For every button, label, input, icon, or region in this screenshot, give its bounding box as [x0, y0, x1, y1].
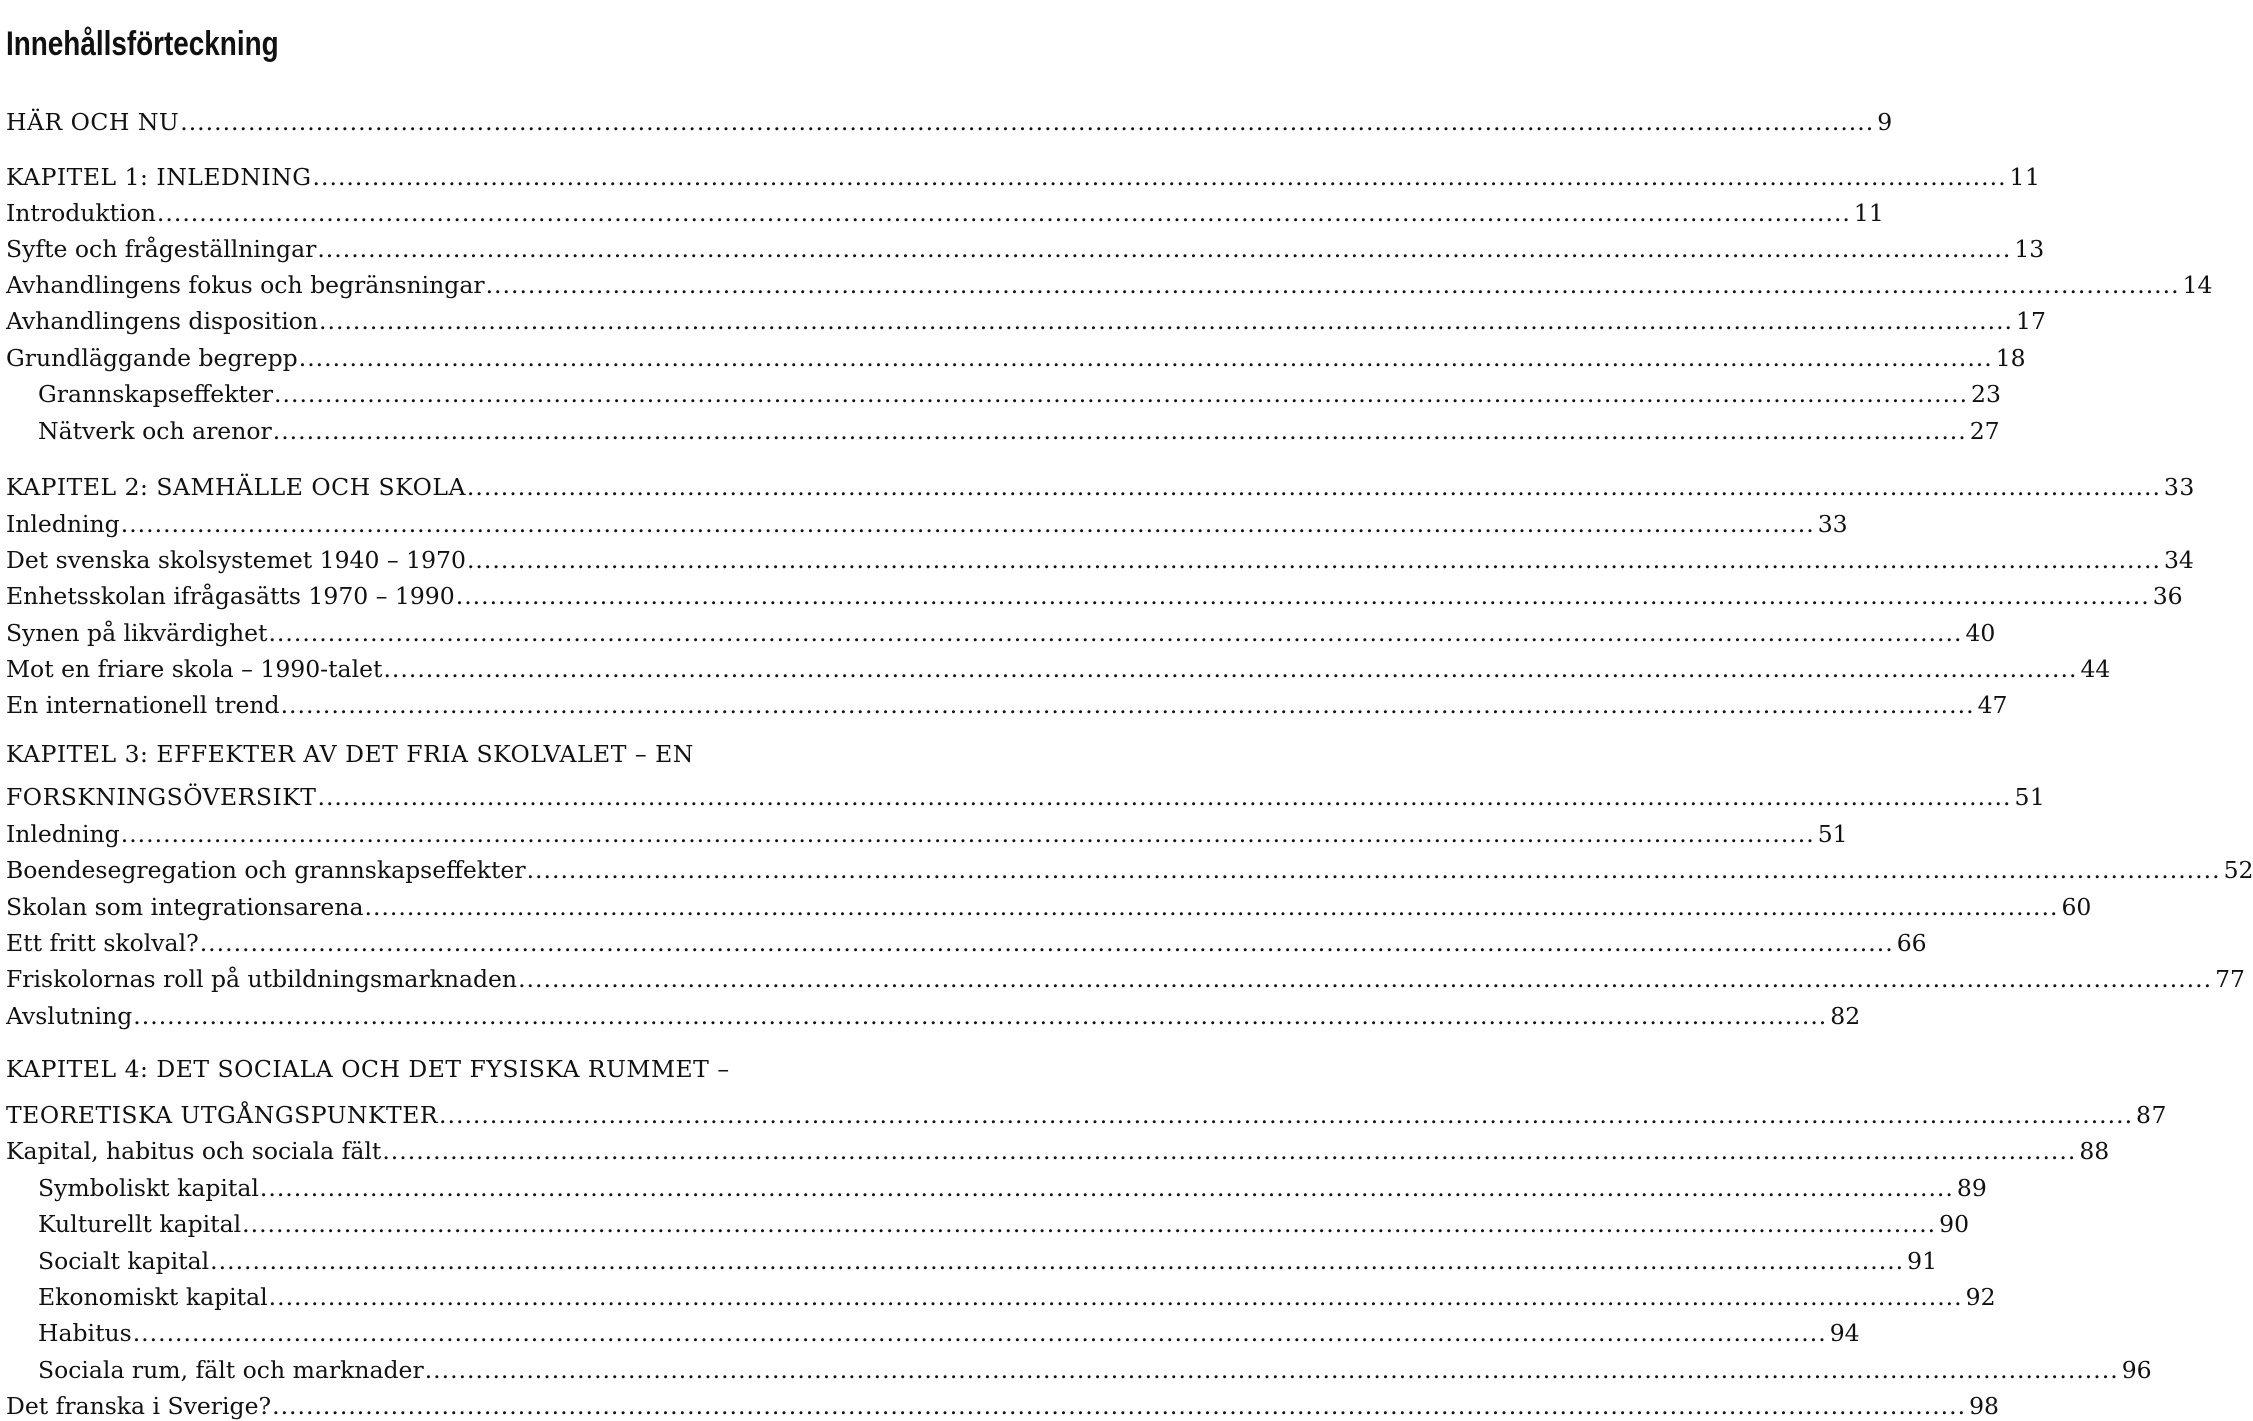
toc-section-entry	[0, 812, 1848, 848]
dot-leader: ........................................................................................................................................................................................................	[280, 691, 1975, 719]
toc-entry-title: FORSKNINGSÖVERSIKT	[6, 783, 317, 811]
toc-entry-page-number: 82	[1830, 1002, 1861, 1030]
toc-entry-page-number: 33	[1817, 510, 1848, 538]
toc-section-entry	[0, 263, 2213, 299]
toc-entry-title: TEORETISKA UTGÅNGSPUNKTER	[6, 1101, 439, 1129]
toc-entry-page-number: 18	[1995, 344, 2026, 372]
toc-section-entry	[0, 409, 2000, 445]
toc-section-entry	[0, 502, 1848, 538]
toc-entry-page-number: 36	[2152, 582, 2183, 610]
toc-entry-title: Symboliskt kapital	[38, 1174, 259, 1202]
dot-leader: ........................................................................................................................................................................................................	[133, 1002, 1828, 1030]
toc-entry-title: Ekonomiskt kapital	[38, 1283, 268, 1311]
dot-leader: ........................................................................................................................................................................................................	[259, 1174, 1954, 1202]
toc-section-entry	[0, 921, 1927, 957]
toc-entry-title: Inledning	[6, 510, 120, 538]
toc-entry-title: Avslutning	[6, 1002, 133, 1030]
dot-leader: ........................................................................................................................................................................................................	[272, 1392, 1967, 1420]
toc-section-entry	[0, 538, 2194, 574]
toc-entry-title: Sociala rum, fält och marknader	[38, 1356, 424, 1384]
toc-entry-page-number: 40	[1965, 619, 1996, 647]
dot-leader: ........................................................................................................................................................................................................	[312, 163, 2007, 191]
toc-entry-title: Mot en friare skola – 1990-talet	[6, 655, 383, 683]
dot-leader: ........................................................................................................................................................................................................	[382, 1137, 2077, 1165]
toc-entry-page-number: 11	[1853, 199, 1884, 227]
toc-section-entry	[0, 1202, 1970, 1238]
dot-leader: ........................................................................................................................................................................................................	[518, 965, 2213, 993]
toc-entry-title: Ett fritt skolval?	[6, 929, 199, 957]
dot-leader: ........................................................................................................................................................................................................	[156, 199, 1851, 227]
dot-leader: ........................................................................................................................................................................................................	[199, 929, 1894, 957]
dot-leader: ........................................................................................................................................................................................................	[120, 510, 1815, 538]
toc-entry-title: Habitus	[38, 1319, 132, 1347]
toc-chapter-entry	[0, 465, 2195, 501]
toc-entry-title: Introduktion	[6, 199, 156, 227]
toc-entry-page-number: 91	[1907, 1247, 1938, 1275]
toc-entry-page-number: 33	[2163, 473, 2195, 501]
toc-section-entry	[0, 994, 1861, 1030]
toc-entry-page-number: 44	[2080, 655, 2111, 683]
toc-chapter-entry	[0, 155, 2041, 191]
toc-entry-title: Inledning	[6, 820, 120, 848]
dot-leader: ........................................................................................................................................................................................................	[439, 1101, 2134, 1129]
toc-entry-page-number: 94	[1829, 1319, 1860, 1347]
toc-entry-page-number: 90	[1939, 1210, 1970, 1238]
dot-leader: ........................................................................................................................................................................................................	[210, 1247, 1905, 1275]
toc-chapter-entry	[0, 1055, 2167, 1129]
toc-section-entry	[0, 1348, 2152, 1384]
toc-entry-page-number: 47	[1977, 691, 2008, 719]
toc-entry-title: Kapital, habitus och sociala fält	[6, 1137, 382, 1165]
toc-section-entry	[0, 1384, 1999, 1420]
toc-section-entry	[0, 191, 1884, 227]
toc-entry-title: Avhandlingens fokus och begränsningar	[6, 271, 485, 299]
toc-entry-page-number: 11	[2009, 163, 2041, 191]
dot-leader: ........................................................................................................................................................................................................	[317, 235, 2012, 263]
dot-leader: ........................................................................................................................................................................................................	[242, 1210, 1937, 1238]
toc-chapter-entry	[0, 740, 2046, 811]
dot-leader: ........................................................................................................................................................................................................	[268, 619, 1963, 647]
toc-entry-title-line: KAPITEL 3: EFFEKTER AV DET FRIA SKOLVALET – EN	[6, 740, 694, 768]
toc-entry-title: Socialt kapital	[38, 1247, 210, 1275]
toc-section-entry	[0, 336, 2026, 372]
toc-section-entry	[0, 1239, 1938, 1275]
toc-entry-title: Friskolornas roll på utbildningsmarknaden	[6, 965, 518, 993]
toc-section-entry	[0, 683, 2008, 719]
toc-section-entry	[0, 1129, 2110, 1165]
toc-entry-page-number: 92	[1965, 1283, 1996, 1311]
dot-leader: ........................................................................................................................................................................................................	[319, 307, 2014, 335]
dot-leader: ........................................................................................................................................................................................................	[268, 1283, 1963, 1311]
toc-entry-title-line: KAPITEL 4: DET SOCIALA OCH DET FYSISKA RUMMET –	[6, 1055, 730, 1083]
toc-entry-page-number: 89	[1956, 1174, 1987, 1202]
dot-leader: ........................................................................................................................................................................................................	[383, 655, 2078, 683]
dot-leader: ........................................................................................................................................................................................................	[272, 417, 1967, 445]
toc-entry-page-number: 87	[2136, 1101, 2167, 1129]
dot-leader: ........................................................................................................................................................................................................	[466, 546, 2161, 574]
dot-leader: ........................................................................................................................................................................................................	[485, 271, 2180, 299]
toc-section-entry	[0, 647, 2111, 683]
toc-entry-page-number: 27	[1969, 417, 2000, 445]
page-title: Innehållsförteckning	[6, 24, 279, 63]
toc-section-entry	[0, 574, 2183, 610]
toc-entry-title: Det franska i Sverige?	[6, 1392, 272, 1420]
dot-leader: ........................................................................................................................................................................................................	[455, 582, 2150, 610]
toc-entry-page-number: 96	[2121, 1356, 2152, 1384]
toc-entry-title: Avhandlingens disposition	[6, 307, 319, 335]
toc-entry-title: Enhetsskolan ifrågasätts 1970 – 1990	[6, 582, 455, 610]
toc-entry-page-number: 88	[2079, 1137, 2110, 1165]
toc-section-entry	[0, 848, 2253, 884]
toc-entry-page-number: 17	[2016, 307, 2046, 335]
toc-entry-page-number: 23	[1971, 380, 2001, 408]
dot-leader: ........................................................................................................................................................................................................	[180, 108, 1875, 136]
toc-entry-title: KAPITEL 1: INLEDNING	[6, 163, 312, 191]
toc-entry-title: Grannskapseffekter	[38, 380, 274, 408]
toc-entry-page-number: 13	[2014, 235, 2045, 263]
toc-entry-title: HÄR OCH NU	[6, 108, 180, 136]
dot-leader: ........................................................................................................................................................................................................	[132, 1319, 1827, 1347]
toc-section-entry	[0, 885, 2092, 921]
toc-entry-title: Det svenska skolsystemet 1940 – 1970	[6, 546, 466, 574]
toc-entry-title: Boendesegregation och grannskapseffekter	[6, 856, 526, 884]
toc-section-entry	[0, 299, 2046, 335]
toc-entry-page-number: 60	[2061, 893, 2092, 921]
toc-section-entry	[0, 372, 2001, 408]
toc-entry-page-number: 9	[1877, 108, 1893, 136]
toc-entry-title: Kulturellt kapital	[38, 1210, 242, 1238]
toc-entry-page-number: 66	[1896, 929, 1927, 957]
dot-leader: ........................................................................................................................................................................................................	[298, 344, 1993, 372]
dot-leader: ........................................................................................................................................................................................................	[466, 473, 2161, 501]
toc-section-entry	[0, 1275, 1996, 1311]
toc-section-entry	[0, 611, 1996, 647]
toc-entry-page-number: 98	[1969, 1392, 1999, 1420]
dot-leader: ........................................................................................................................................................................................................	[526, 856, 2221, 884]
toc-entry-title: Skolan som integrationsarena	[6, 893, 364, 921]
toc-entry-title: Syfte och frågeställningar	[6, 235, 317, 263]
toc-section-entry	[0, 227, 2045, 263]
toc-entry-page-number: 77	[2215, 965, 2245, 993]
toc-entry-page-number: 34	[2163, 546, 2194, 574]
toc-section-entry	[0, 1311, 1860, 1347]
toc-entry-title: En internationell trend	[6, 691, 280, 719]
toc-entry-page-number: 51	[1817, 820, 1848, 848]
toc-entry-title: Synen på likvärdighet	[6, 619, 268, 647]
dot-leader: ........................................................................................................................................................................................................	[317, 783, 2012, 811]
dot-leader: ........................................................................................................................................................................................................	[274, 380, 1969, 408]
toc-entry-title: Grundläggande begrepp	[6, 344, 298, 372]
toc-chapter-entry	[0, 100, 1893, 136]
toc-section-entry	[0, 1166, 1987, 1202]
dot-leader: ........................................................................................................................................................................................................	[364, 893, 2059, 921]
dot-leader: ........................................................................................................................................................................................................	[120, 820, 1815, 848]
toc-entry-page-number: 51	[2014, 783, 2046, 811]
toc-entry-title: Nätverk och arenor	[38, 417, 272, 445]
toc-entry-page-number: 14	[2182, 271, 2213, 299]
toc-entry-page-number: 52	[2223, 856, 2253, 884]
dot-leader: ........................................................................................................................................................................................................	[424, 1356, 2119, 1384]
toc-entry-title: KAPITEL 2: SAMHÄLLE OCH SKOLA	[6, 473, 466, 501]
toc-section-entry	[0, 957, 2245, 993]
